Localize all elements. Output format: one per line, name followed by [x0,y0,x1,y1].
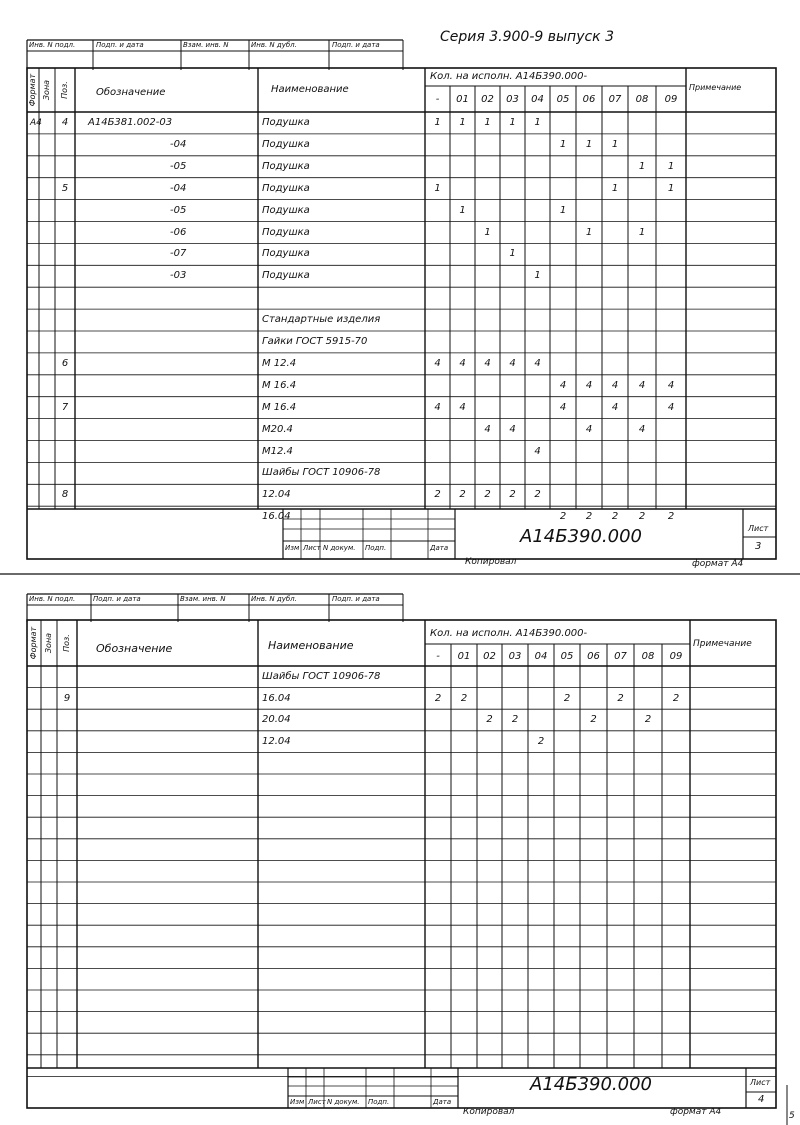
qty-cell: 1 [534,117,541,128]
tb-label-izm: Изм [285,544,300,552]
qty-cell: 2 [486,714,493,726]
format-label-2: формат А4 [670,1107,722,1117]
sheet-number-2: 4 [758,1094,765,1105]
qty-cell: 1 [638,160,646,172]
tb-label-sign: Подп. [365,544,387,552]
sheet-label: Лист [748,524,769,533]
row-pos: 8 [61,489,69,501]
variant-header-5: 05 [556,94,570,105]
tb-label-doc: N докум. [323,544,356,552]
stamp-sign-date: Подп. и дата [96,41,144,49]
qty-cell: 4 [534,357,541,369]
stamp-inv-dup: Инв. N дубл. [251,41,297,49]
row-name: М 12.4 [262,357,297,369]
col-name-header: Наименование [271,84,349,95]
copied-label: Копировал [465,557,517,567]
tb-label-date: Дата [430,544,449,552]
variant-header-2-3: 03 [508,651,522,662]
variant-header-9: 09 [664,94,678,105]
col-designation-header: Обозначение [96,87,166,98]
qty-cell: 4 [611,401,619,413]
row-name: Подушка [262,270,310,282]
variant-header-2: 02 [481,94,494,105]
row-name: 12.04 [262,489,291,501]
qty-cell: 4 [459,357,466,369]
qty-cell: 1 [484,117,491,128]
row-designation: -04 [170,182,187,194]
stamp-inv-orig-2: Инв. N подл. [29,595,76,603]
variant-header-2-2: 02 [483,651,496,662]
variant-header-1: 01 [456,94,469,105]
qty-cell: 2 [667,511,675,523]
qty-cell: 4 [611,379,619,391]
stamp-sign-date-2a: Подп. и дата [93,595,141,603]
qty-cell: 1 [611,182,619,194]
col-name-header-2: Наименование [268,639,354,652]
variant-header-2-6: 06 [587,651,600,662]
row-name: М12.4 [262,445,293,457]
qty-cell: 2 [534,489,541,501]
col-note-header: Примечание [689,83,742,92]
doc-number: А14Б390.000 [520,526,643,547]
qty-cell: 2 [617,692,624,704]
qty-cell: 1 [638,226,646,238]
qty-cell: 2 [559,511,567,523]
qty-cell: 1 [459,117,466,128]
row-name: 20.04 [262,714,291,726]
row-pos: 5 [61,182,69,194]
doc-number-2: А14Б390.000 [530,1074,653,1095]
variant-header-0: - [435,94,440,105]
variant-header-2-9: 09 [669,651,683,662]
qty-cell: 2 [563,692,571,704]
row-name: Подушка [262,138,310,150]
variant-header-2-4: 04 [534,651,548,662]
qty-cell: 2 [638,511,646,523]
qty-cell: 2 [460,692,468,704]
tb2-label-date: Дата [433,1098,452,1106]
variant-header-8: 08 [635,94,649,105]
row-designation: -05 [170,160,187,172]
row-designation: А14Б381.002-03 [88,117,173,128]
qty-cell: 4 [459,401,466,413]
qty-cell: 1 [611,138,619,150]
row-name: Подушка [262,117,310,128]
qty-cell: 2 [585,511,593,523]
qty-cell: 4 [585,423,593,435]
qty-cell: 2 [434,692,442,704]
qty-cell: 2 [509,489,516,501]
row-name: Подушка [262,226,310,238]
col-format-header: Формат [28,73,37,107]
qty-cell: 1 [559,204,567,216]
corner-mark: 5 [789,1111,795,1121]
qty-cell: 4 [638,379,646,391]
qty-cell: 2 [672,692,680,704]
row-designation: -03 [170,270,187,282]
col-zone-header: Зона [42,79,51,101]
row-name: М 16.4 [262,401,297,413]
col-zone-header-2: Зона [44,632,53,654]
qty-cell: 1 [509,117,516,128]
row-designation: -06 [170,226,187,238]
format-label: формат А4 [692,559,744,569]
variant-header-4: 04 [531,94,544,105]
qty-cell: 2 [590,714,597,726]
qty-cell: 1 [585,138,593,150]
qty-cell: 1 [434,182,441,194]
qty-cell: 1 [667,182,675,194]
qty-cell: 1 [585,226,593,238]
stamp-sign-date-2b: Подп. и дата [332,595,380,603]
qty-cell: 2 [459,489,466,501]
row-designation: -07 [170,248,187,260]
row-name: М20.4 [262,423,293,435]
qty-cell: 4 [667,379,675,391]
variant-header-3: 03 [506,94,519,105]
sheet-number: 3 [755,541,762,552]
stamp-inv-orig: Инв. N подл. [29,41,76,49]
qty-cell: 2 [644,714,652,726]
stamp-replace-inv-2: Взам. инв. N [180,595,226,603]
qty-cell: 4 [559,379,567,391]
row-name: Гайки ГОСТ 5915-70 [262,336,368,347]
stamp-inv-dup-2: Инв. N дубл. [251,595,297,603]
qty-cell: 4 [638,423,646,435]
row-pos: 7 [61,401,69,413]
row-name: Шайбы ГОСТ 10906-78 [262,467,381,479]
qty-cell: 1 [484,226,491,238]
qty-cell: 4 [559,401,567,413]
col-pos-header: Поз. [60,81,69,99]
stamp-sign-date-2: Подп. и дата [332,41,380,49]
qty-cell: 1 [667,160,675,172]
variant-header-7: 07 [608,94,622,105]
row-name: Шайбы ГОСТ 10906-78 [262,671,381,682]
sheet-label-2: Лист [750,1078,771,1087]
qty-cell: 1 [534,270,541,282]
qty-cell: 4 [667,401,675,413]
qty-cell: 4 [434,401,441,413]
qty-cell: 1 [509,248,516,260]
tb2-label-doc: N докум. [327,1098,360,1106]
variant-header-2-1: 01 [457,651,471,662]
variant-header-2-8: 08 [641,651,655,662]
qty-cell: 2 [611,511,619,523]
row-name: 16.04 [262,511,291,523]
row-pos: 6 [61,357,69,369]
sheet2-frame [27,594,787,1125]
qty-cell: 4 [509,423,516,435]
qty-cell: 4 [509,357,516,369]
col-note-header-2: Примечание [693,639,752,649]
col-pos-header-2: Поз. [62,634,71,652]
col-format-header-2: Формат [29,626,38,660]
qty-cell: 2 [484,489,491,501]
stamp-replace-inv: Взам. инв. N [183,41,229,49]
qty-cell: 4 [534,445,541,457]
row-name: М 16.4 [262,379,297,391]
qty-cell: 4 [434,357,441,369]
row-name: Подушка [262,204,310,216]
row-designation: -05 [170,204,187,216]
row-name: Стандартные изделия [262,314,381,326]
row-name: 16.04 [262,692,291,704]
row-name: Подушка [262,182,310,194]
col-qty-group-header: Кол. на исполн. А14Б390.000- [430,71,588,82]
qty-cell: 2 [434,489,441,501]
variant-header-2-7: 07 [614,651,627,662]
row-name: 12.04 [262,735,291,747]
variant-header-2-5: 05 [560,651,574,662]
row-pos: 9 [63,692,71,704]
tb2-label-sign: Подп. [368,1098,390,1106]
qty-cell: 4 [484,423,491,435]
col-designation-header-2: Обозначение [96,642,173,655]
row-pos: 4 [61,117,69,128]
row-name: Подушка [262,248,310,260]
tb-label-list: Лист [303,544,321,552]
qty-cell: 1 [434,117,441,128]
tb2-label-izm: Изм [290,1098,305,1106]
variant-header-2-0: - [436,651,440,662]
qty-cell: 2 [511,714,519,726]
qty-cell: 4 [484,357,491,369]
row-name: Подушка [262,160,310,172]
row-designation: -04 [170,138,187,150]
format-mark: А4 [30,118,42,128]
tb2-label-list: Лист [308,1098,326,1106]
series-title: Серия 3.900-9 выпуск 3 [440,29,614,45]
col-qty-group-header-2: Кол. на исполн. А14Б390.000- [430,628,588,639]
qty-cell: 4 [585,379,593,391]
qty-cell: 1 [559,138,567,150]
copied-label-2: Копировал [463,1107,515,1117]
variant-header-6: 06 [582,94,596,105]
qty-cell: 2 [537,735,545,747]
qty-cell: 1 [459,204,466,216]
